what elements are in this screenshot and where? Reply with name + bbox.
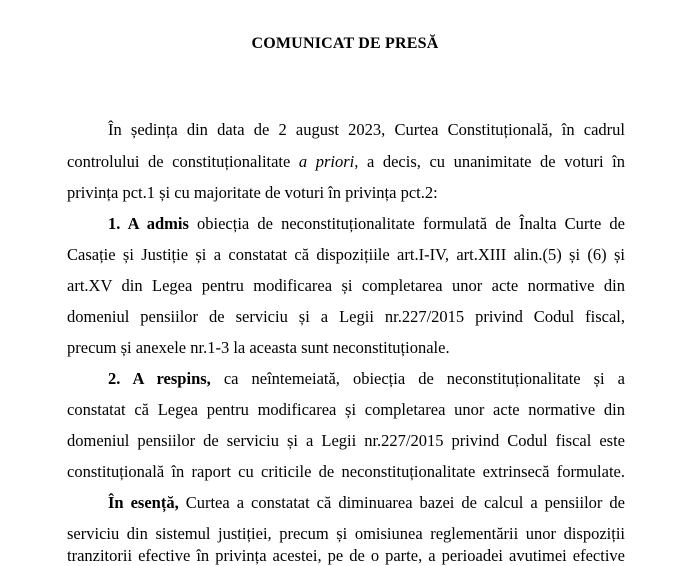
text-span: serviciu din sistemul justiției, precum și omisiunea reglementării unor dispoziții — [67, 524, 625, 543]
paragraph-line — [67, 276, 625, 296]
paragraph-line-cut — [67, 546, 625, 566]
paragraph-line — [67, 245, 625, 265]
text-span: art.XV din Legea pentru modificarea și completarea unor acte normative din — [67, 276, 625, 295]
text-span: privința pct.1 și cu majoritate de voturi în privința pct.2: — [67, 183, 438, 202]
text-span: precum și anexele nr.1-3 la aceasta sunt neconstituționale. — [67, 338, 450, 357]
text-span: Casație și Justiție și a constatat că dispozițiile art.I-IV, art.XIII alin.(5) și (6) și — [67, 245, 625, 264]
paragraph-line — [108, 369, 625, 389]
paragraph-line — [67, 462, 625, 482]
text-span: , a decis, cu unanimitate de voturi în — [354, 152, 626, 171]
page-title: COMUNICAT DE PRESĂ — [251, 35, 439, 52]
paragraph-line — [108, 120, 625, 140]
text-span: obiecția de neconstituționalitate formulată de Înalta Curte de — [188, 214, 625, 233]
paragraph-line — [108, 214, 625, 234]
paragraph-line — [108, 493, 625, 513]
text-span: controlului de constituționalitate — [67, 152, 299, 171]
bold-text: 2. A respins, — [108, 369, 211, 388]
paragraph-line — [67, 431, 625, 451]
paragraph-line — [67, 338, 625, 358]
paragraph-line — [67, 183, 625, 203]
text-span: tranzitorii efective în privința acestei, pe de o parte, a perioadei avutimei efective — [67, 546, 625, 565]
text-span: constatat că Legea pentru modificarea și completarea unor acte normative din — [67, 400, 625, 419]
text-span: domeniul pensiilor de serviciu și a Legii nr.227/2015 privind Codul fiscal, — [67, 307, 625, 326]
text-span: În ședința din data de 2 august 2023, Curtea Constituțională, în cadrul — [108, 120, 625, 139]
text-span: constituțională în raport cu criticile de neconstituționalitate extrinsecă formulate. — [67, 462, 625, 481]
paragraph-line — [67, 400, 625, 420]
paragraph-line — [67, 524, 625, 544]
italic-text: a priori — [298, 152, 355, 171]
bold-text: În esență, — [108, 493, 179, 512]
paragraph-line — [67, 152, 625, 172]
text-span: domeniul pensiilor de serviciu și a Legii nr.227/2015 privind Codul fiscal este — [67, 431, 625, 450]
text-span: ca neîntemeiată, obiecția de neconstituționalitate și a — [210, 369, 625, 388]
paragraph-line — [67, 307, 625, 327]
text-span: Curtea a constatat că diminuarea bazei de calcul a pensiilor de — [178, 493, 625, 512]
bold-text: 1. A admis — [108, 214, 189, 233]
